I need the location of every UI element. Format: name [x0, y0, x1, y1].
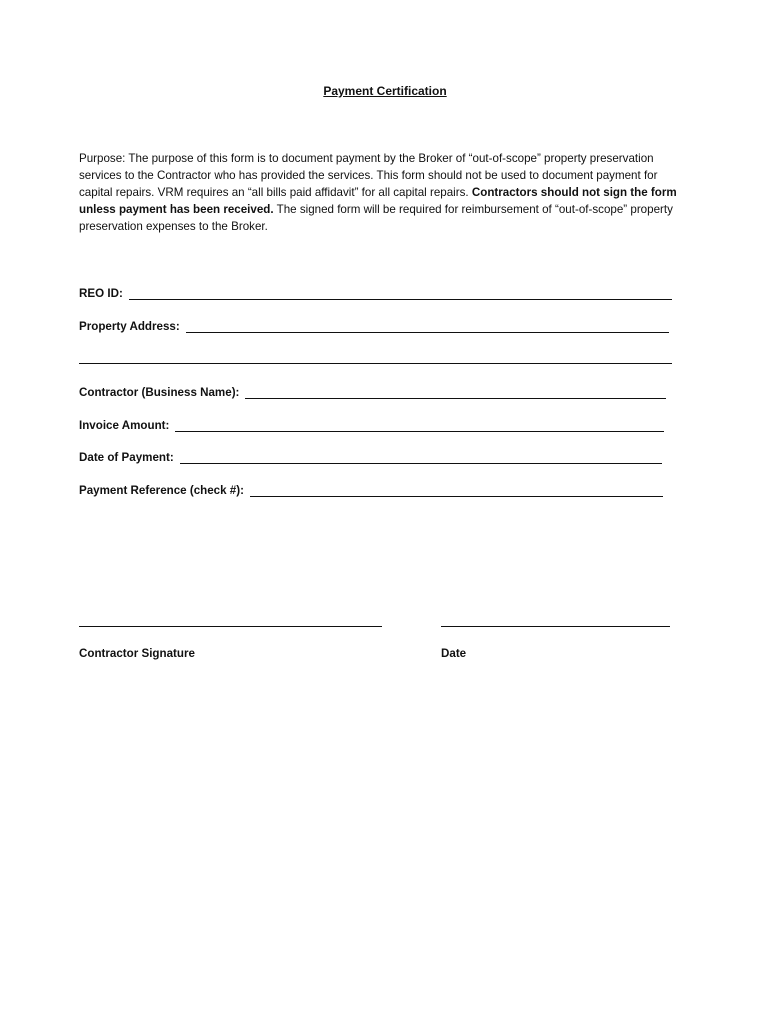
invoice-amount-input-line[interactable] [175, 419, 664, 432]
payment-reference-input-line[interactable] [250, 484, 663, 497]
contractor-label: Contractor (Business Name): [79, 386, 240, 399]
payment-reference-label: Payment Reference (check #): [79, 484, 244, 497]
contractor-signature-line[interactable] [79, 626, 382, 627]
property-address-field [79, 317, 669, 333]
purpose-warning: Contractors should not sign the form unless payment has been received. [79, 186, 677, 216]
reo-id-field [79, 284, 672, 300]
purpose-intro: Purpose: The purpose of this form is to document payment by the Broker of “out-of-scope” property preservation services to the Contractor who has provided the services. This form should not be used to document payment for capital repairs. VRM requires an “all bills paid affidavit” for all capital repairs. [79, 152, 658, 199]
invoice-amount-label: Invoice Amount: [79, 419, 170, 432]
payment-reference-field [79, 481, 663, 497]
purpose-paragraph [79, 150, 694, 235]
date-of-payment-input-line[interactable] [180, 451, 662, 464]
property-address-second-line[interactable] [79, 363, 672, 364]
reo-id-label: REO ID: [79, 287, 123, 300]
property-address-input-line[interactable] [186, 320, 669, 333]
date-signature-line[interactable] [441, 626, 670, 627]
date-of-payment-field [79, 448, 662, 464]
contractor-field [79, 383, 666, 399]
page-title: Payment Certification [323, 84, 447, 98]
contractor-input-line[interactable] [245, 386, 666, 399]
reo-id-input-line[interactable] [129, 287, 672, 300]
purpose-outro: The signed form will be required for reimbursement of “out-of-scope” property preservation expenses to the Broker. [79, 203, 673, 233]
invoice-amount-field [79, 416, 664, 432]
property-address-label: Property Address: [79, 320, 180, 333]
contractor-signature-label: Contractor Signature [79, 647, 195, 660]
date-of-payment-label: Date of Payment: [79, 451, 174, 464]
date-label: Date [441, 647, 467, 660]
